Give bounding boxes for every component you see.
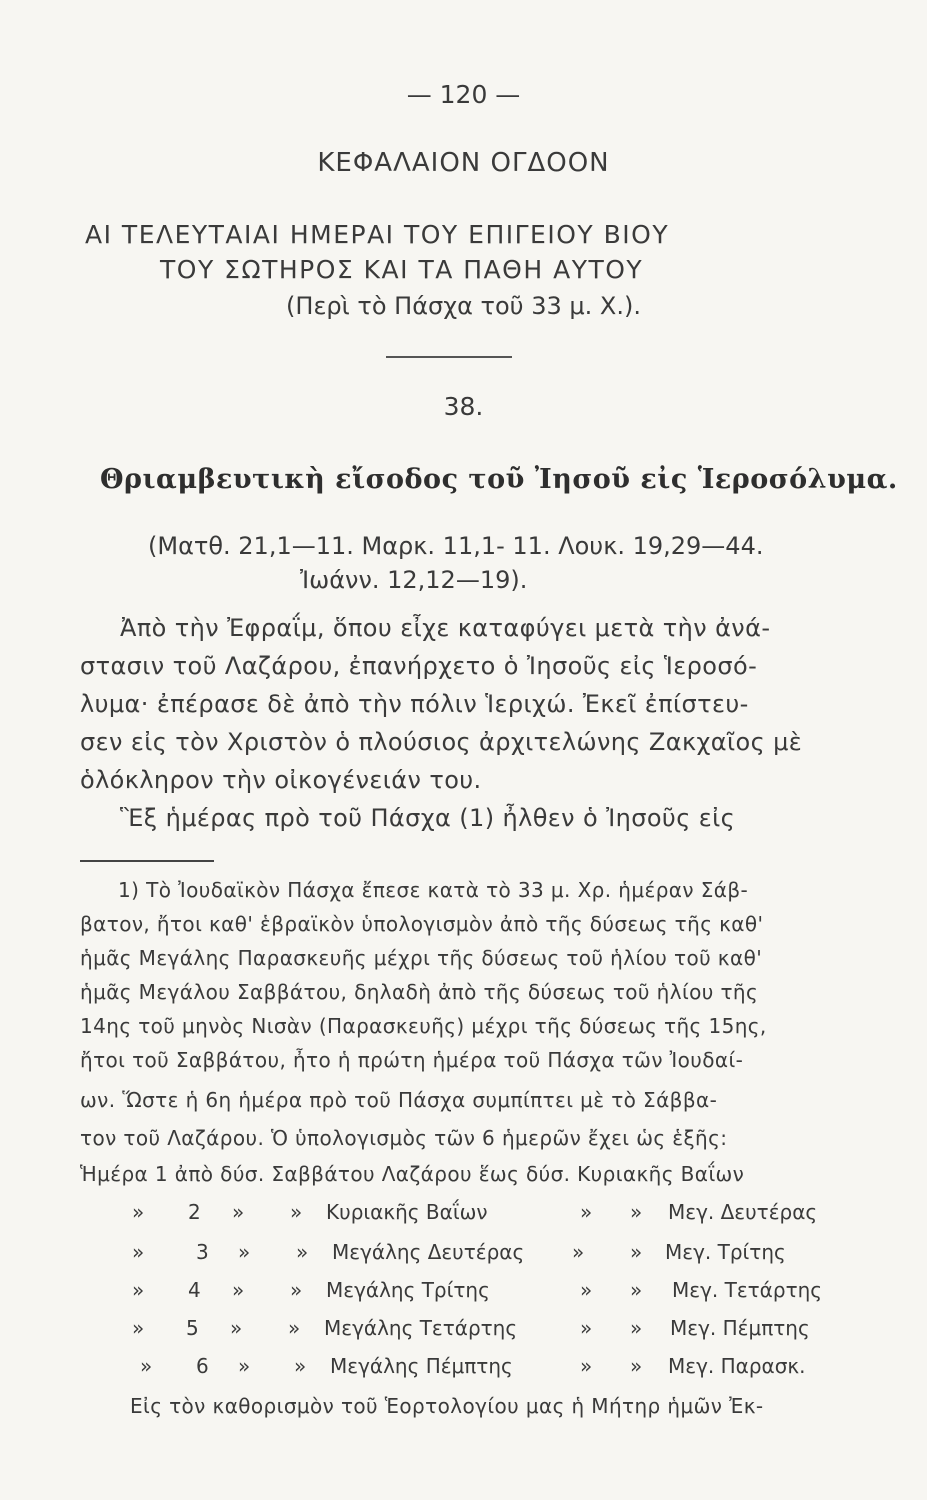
ditto-mark: » xyxy=(132,1316,145,1340)
ditto-mark: » xyxy=(230,1316,243,1340)
ditto-mark: » xyxy=(290,1200,303,1224)
footnote-line-3: ἡμᾶς Μεγάλης Παρασκευῆς μέχρι τῆς δύσεως τοῦ ἡλίου τοῦ καθ' xyxy=(80,946,763,970)
day-number: 3 xyxy=(196,1240,209,1264)
footnote-line-1: 1) Τὸ Ἰουδαϊκὸν Πάσχα ἔπεσε κατὰ τὸ 33 μ. Χρ. ἡμέραν Σάβ- xyxy=(118,878,749,902)
day-number: 5 xyxy=(186,1316,199,1340)
body-line-1: Ἀπὸ τὴν Ἐφραΐμ, ὅπου εἶχε καταφύγει μετὰ τὴν ἀνά- xyxy=(120,614,771,642)
title-line-1: ΑΙ ΤΕΛΕΥΤΑΙΑΙ ΗΜΕΡΑΙ ΤΟΥ ΕΠΙΓΕΙΟΥ ΒΙΟΥ xyxy=(85,220,670,249)
title-subtitle: (Περὶ τὸ Πάσχα τοῦ 33 μ. Χ.). xyxy=(286,292,641,320)
day-to: Μεγ. Δευτέρας xyxy=(668,1200,818,1224)
ditto-mark: » xyxy=(238,1354,251,1378)
day-to: Μεγ. Τετάρτης xyxy=(672,1278,823,1302)
title-divider xyxy=(386,356,512,358)
ditto-mark: » xyxy=(290,1278,303,1302)
ditto-mark: » xyxy=(580,1316,593,1340)
footnote-last-line: Εἰς τὸν καθορισμὸν τοῦ Ἑορτολογίου μας ἡ Μήτηρ ἡμῶν Ἐκ- xyxy=(130,1394,764,1418)
ditto-mark: » xyxy=(580,1278,593,1302)
day-from: Μεγάλης Πέμπτης xyxy=(330,1354,513,1378)
footnote-line-5: 14ης τοῦ μηνὸς Νισὰν (Παρασκευῆς) μέχρι τῆς δύσεως τῆς 15ης, xyxy=(80,1014,767,1038)
scripture-references-line-2: Ἰωάνν. 12,12—19). xyxy=(300,566,528,594)
day-to: Μεγ. Τρίτης xyxy=(665,1240,786,1264)
ditto-mark: » xyxy=(132,1200,145,1224)
ditto-mark: » xyxy=(232,1200,245,1224)
ditto-mark: » xyxy=(288,1316,301,1340)
day-row-2 xyxy=(0,1200,927,1230)
body-line-6: Ἓξ ἡμέρας πρὸ τοῦ Πάσχα (1) ἦλθεν ὁ Ἰησοῦς εἰς xyxy=(120,804,736,832)
title-line-2: ΤΟΥ ΣΩΤΗΡΟΣ ΚΑΙ ΤΑ ΠΑΘΗ ΑΥΤΟΥ xyxy=(160,255,644,284)
section-number: 38. xyxy=(443,392,484,421)
body-line-4: σεν εἰς τὸν Χριστὸν ὁ πλούσιος ἀρχιτελώνης Ζακχαῖος μὲ xyxy=(80,728,803,756)
day-row-5 xyxy=(0,1316,927,1346)
day-from: Μεγάλης Τρίτης xyxy=(326,1278,490,1302)
day-from: Μεγάλης Τετάρτης xyxy=(324,1316,518,1340)
ditto-mark: » xyxy=(580,1354,593,1378)
footnote-line-2: βατον, ἤτοι καθ' ἑβραϊκὸν ὑπολογισμὸν ἀπὸ τῆς δύσεως τῆς καθ' xyxy=(80,912,764,936)
ditto-mark: » xyxy=(630,1278,643,1302)
body-line-5: ὁλόκληρον τὴν οἰκογένειάν του. xyxy=(80,766,482,794)
footnote-line-7: ων. Ὥστε ἡ 6η ἡμέρα πρὸ τοῦ Πάσχα συμπίπτει μὲ τὸ Σάββα- xyxy=(80,1088,718,1112)
ditto-mark: » xyxy=(580,1200,593,1224)
day-row-3 xyxy=(0,1240,927,1270)
day-row-4 xyxy=(0,1278,927,1308)
day-number: 6 xyxy=(196,1354,209,1378)
chapter-title: ΚΕΦΑΛΑΙΟΝ ΟΓΔΟΟΝ xyxy=(317,148,610,178)
day-number: 4 xyxy=(188,1278,201,1302)
day-from: Μεγάλης Δευτέρας xyxy=(332,1240,525,1264)
ditto-mark: » xyxy=(630,1200,643,1224)
ditto-mark: » xyxy=(140,1354,153,1378)
ditto-mark: » xyxy=(132,1240,145,1264)
day-row-6 xyxy=(0,1354,927,1384)
footnote-line-8: τον τοῦ Λαζάρου. Ὁ ὑπολογισμὸς τῶν 6 ἡμερῶν ἔχει ὡς ἑξῆς: xyxy=(80,1126,728,1150)
footnote-line-4: ἡμᾶς Μεγάλου Σαββάτου, δηλαδὴ ἀπὸ τῆς δύσεως τοῦ ἡλίου τῆς xyxy=(80,980,759,1004)
scripture-references-line-1: (Ματθ. 21,1—11. Μαρκ. 11,1- 11. Λουκ. 19,29—44. xyxy=(148,532,764,560)
footnote-line-6: ἤτοι τοῦ Σαββάτου, ἦτο ἡ πρώτη ἡμέρα τοῦ Πάσχα τῶν Ἰουδαί- xyxy=(80,1048,744,1072)
body-line-2: στασιν τοῦ Λαζάρου, ἐπανήρχετο ὁ Ἰησοῦς εἰς Ἱεροσό- xyxy=(80,652,758,680)
day-from: Κυριακῆς Βαΐων xyxy=(326,1200,488,1224)
ditto-mark: » xyxy=(296,1240,309,1264)
footnote-line-9: Ἡμέρα 1 ἀπὸ δύσ. Σαββάτου Λαζάρου ἕως δύσ. Κυριακῆς Βαΐων xyxy=(80,1162,745,1186)
ditto-mark: » xyxy=(630,1316,643,1340)
day-to: Μεγ. Παρασκ. xyxy=(668,1354,806,1378)
ditto-mark: » xyxy=(630,1354,643,1378)
page-number: — 120 — xyxy=(406,80,521,109)
day-to: Μεγ. Πέμπτης xyxy=(670,1316,810,1340)
ditto-mark: » xyxy=(572,1240,585,1264)
ditto-mark: » xyxy=(630,1240,643,1264)
body-line-3: λυμα· ἐπέρασε δὲ ἀπὸ τὴν πόλιν Ἱεριχώ. Ἐκεῖ ἐπίστευ- xyxy=(80,690,749,718)
day-number: 2 xyxy=(188,1200,201,1224)
ditto-mark: » xyxy=(238,1240,251,1264)
ditto-mark: » xyxy=(132,1278,145,1302)
footnote-divider xyxy=(80,860,214,862)
section-heading: Θριαμβευτικὴ εἴσοδος τοῦ Ἰησοῦ εἰς Ἱεροσόλυμα. xyxy=(100,464,898,495)
ditto-mark: » xyxy=(294,1354,307,1378)
ditto-mark: » xyxy=(232,1278,245,1302)
